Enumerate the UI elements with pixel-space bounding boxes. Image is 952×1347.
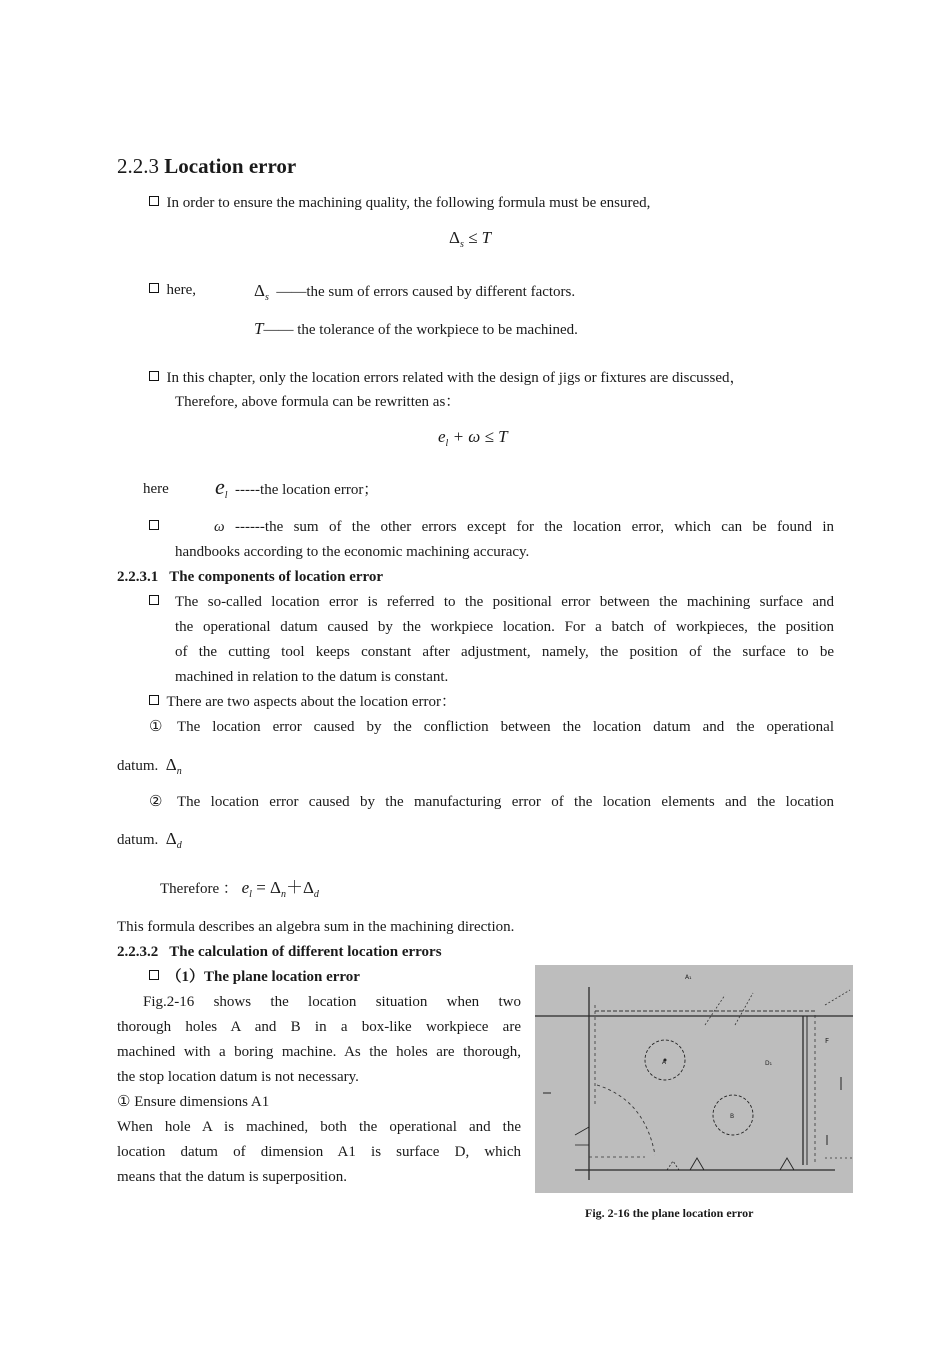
figure-plane-location-error <box>535 965 853 1193</box>
p7-line-1: When hole A is machined, both the operational and the <box>117 1119 521 1135</box>
item-1-mark: ① <box>149 719 163 735</box>
p3-line-1: The so-called location error is referred to the positional error between the machining surface and <box>175 594 834 610</box>
p3-line-3: of the cutting tool keeps constant after adjustment, namely, the position of the surface to be <box>175 644 834 660</box>
plane-location-heading: （1）The plane location error <box>149 967 360 988</box>
section-heading <box>117 153 296 179</box>
bullet-box-icon-p3 <box>149 592 159 613</box>
item-2-line-1: The location error caused by the manufacturing error of the location elements and the location <box>177 794 834 810</box>
p6-line-2: thorough holes A and B in a box-like workpiece are <box>117 1019 521 1035</box>
subsection-2232-heading: 2.2.3.2 The calculation of different location errors <box>117 944 442 960</box>
bullet-box-icon <box>149 970 159 980</box>
bullet-box-icon <box>149 196 159 206</box>
surface-d-label: D₁ <box>765 1060 773 1067</box>
here-definitions: here, <box>149 280 196 301</box>
bullet-box-icon-omega <box>149 517 159 538</box>
p6-line-3: machined with a boring machine. As the holes are thorough, <box>117 1044 521 1060</box>
item-1-line-1: The location error caused by the confliction between the location datum and the operational <box>177 719 834 735</box>
hole-b-label: B <box>730 1113 735 1120</box>
paragraph-2-line-2: Therefore, above formula can be rewritten as： <box>175 394 461 410</box>
figure-caption: Fig. 2-16 the plane location error <box>585 1206 754 1220</box>
item-1-line-2: datum. $\Delta_n$ <box>117 755 182 777</box>
paragraph-1: In order to ensure the machining quality, the following formula must be ensured, <box>149 193 650 214</box>
top-dimension-label: A₁ <box>685 974 692 981</box>
subsection-2231-heading: 2.2.3.1 The components of location error <box>117 569 384 585</box>
figure-diagram <box>535 965 853 1193</box>
p6-line-4: the stop location datum is not necessary. <box>117 1069 359 1085</box>
p7-line-2: location datum of dimension A1 is surface D, which <box>117 1144 521 1160</box>
therefore-formula: Therefore ： $e_l = \Delta_n+\Delta_d$ <box>160 878 319 900</box>
bullet-box-icon <box>149 371 159 381</box>
bullet-box-icon <box>149 695 159 705</box>
p6-line-1: Fig.2-16 shows the location situation when two <box>143 994 521 1010</box>
section-title: Location error <box>164 154 297 178</box>
paragraph-5: This formula describes an algebra sum in the machining direction. <box>117 919 515 935</box>
delta-s-definition: $\Delta_s$ ——the sum of errors caused by different factors. <box>254 281 576 303</box>
paragraph-2: In this chapter, only the location errors related with the design of jigs or fixtures are discussed， <box>149 368 745 389</box>
item-2-line-2: datum. $\Delta_d$ <box>117 829 182 851</box>
ensure-dimensions: ① Ensure dimensions A1 <box>117 1094 270 1110</box>
p3-line-2: the operational datum caused by the workpiece location. For a batch of workpieces, the position <box>175 619 834 635</box>
el-definition: $e_l$ -----the location error； <box>215 474 379 501</box>
formula-1: $\Delta_s \le T$ <box>449 228 492 250</box>
bullet-box-icon <box>149 283 159 293</box>
omega-definition: ω ------the sum of the other errors except for the location error, which can be found in <box>214 519 834 535</box>
paragraph-4: There are two aspects about the location error： <box>149 692 456 713</box>
here-label: here <box>143 481 169 497</box>
hole-a-label: A <box>662 1059 667 1066</box>
section-number: 2.2.3 <box>117 154 159 178</box>
surface-f-label: F <box>825 1037 830 1045</box>
p3-line-4: machined in relation to the datum is constant. <box>175 669 449 685</box>
item-2-mark: ② <box>149 794 163 810</box>
p7-line-3: means that the datum is superposition. <box>117 1169 347 1185</box>
t-definition: T—— the tolerance of the workpiece to be machined. <box>254 319 578 338</box>
formula-2: $e_l + \omega \le T$ <box>438 427 508 449</box>
omega-definition-line-2: handbooks according to the economic machining accuracy. <box>175 544 530 560</box>
